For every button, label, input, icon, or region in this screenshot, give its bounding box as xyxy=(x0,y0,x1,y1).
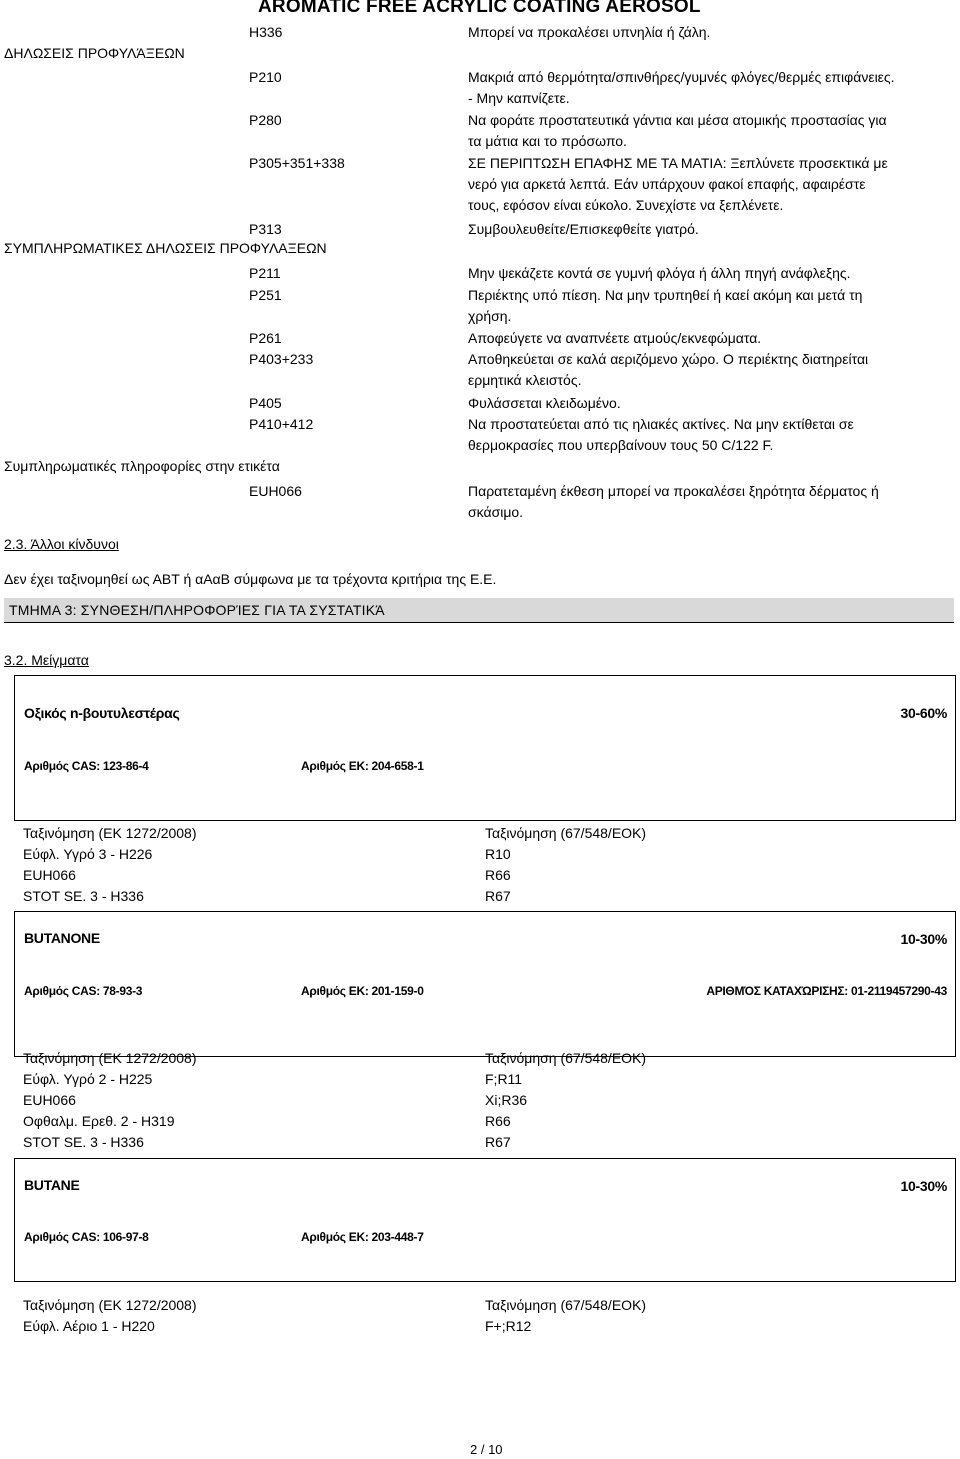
statement-code: EUH066 xyxy=(249,483,302,499)
substance-box xyxy=(14,675,956,821)
statement-text: Περιέκτης υπό πίεση. Να μην τρυπηθεί ή καεί ακόμη και μετά τη χρήση. xyxy=(468,287,863,324)
substance-box xyxy=(14,911,956,1057)
substance-box xyxy=(14,1158,956,1282)
statement-text: Συμβουλευθείτε/Επισκεφθείτε γιατρό. xyxy=(468,221,699,237)
statement-code: P313 xyxy=(249,221,282,237)
statement-code: P305+351+338 xyxy=(249,155,345,171)
document-title: AROMATIC FREE ACRYLIC COATING AEROSOL xyxy=(258,0,701,17)
precautionary-statements-heading: ΔΗΛΩΣΕΙΣ ΠΡΟΦΥΛΆΞΕΩΝ xyxy=(4,45,185,61)
label-info-heading: Συμπληρωματικές πληροφορίες στην ετικέτα xyxy=(4,458,280,474)
cas-number: Αριθμός CAS: 106-97-8 xyxy=(24,1230,149,1244)
dsd-classification: Ταξινόμηση (67/548/ΕΟΚ) R10 R66 R67 xyxy=(485,825,647,904)
statement-code: P210 xyxy=(249,69,282,85)
section3-title-bar xyxy=(4,598,954,623)
page-number: 2 / 10 xyxy=(470,1442,503,1457)
supplementary-precautionary-heading: ΣΥΜΠΛΗΡΩΜΑΤΙΚΕΣ ΔΗΛΩΣΕΙΣ ΠΡΟΦΥΛΑΞΕΩΝ xyxy=(4,240,327,256)
clp-classification: Ταξινόμηση (ΕΚ 1272/2008) Εύφλ. Υγρό 2 - H225 EUH066 Οφθαλμ. Ερεθ. 2 - H319 STOT SE. 3 - H336 xyxy=(23,1050,197,1150)
statement-text: ΣΕ ΠΕΡΙΠΤΩΣΗ ΕΠΑΦΗΣ ΜΕ ΤΑ ΜΑΤΙΑ: Ξεπλύνετε προσεκτικά με νερό για αρκετά λεπτά. Εάν υπάρχουν φακοί επαφής, αφαιρέστε τους, εφόσον είναι εύκολο. Συνεχίστε να ξεπλένετε. xyxy=(468,155,888,213)
statement-text: Να φοράτε προστατευτικά γάντια και μέσα ατομικής προστασίας για τα μάτια και το πρόσωπο. xyxy=(468,112,887,149)
statement-code: P403+233 xyxy=(249,351,314,367)
substance-percent: 10-30% xyxy=(900,931,947,947)
dsd-classification: Ταξινόμηση (67/548/ΕΟΚ) F+;R12 xyxy=(485,1297,647,1334)
substance-name: Οξικός n-βουτυλεστέρας xyxy=(24,705,180,721)
statement-text: Φυλάσσεται κλειδωμένο. xyxy=(468,395,621,411)
statement-text: Αποθηκεύεται σε καλά αεριζόμενο χώρο. Ο περιέκτης διατηρείται ερμητικά κλειστός. xyxy=(468,351,869,388)
mixtures-subtitle: 3.2. Μείγματα xyxy=(4,652,89,668)
clp-classification: Ταξινόμηση (ΕΚ 1272/2008) Εύφλ. Αέριο 1 - H220 xyxy=(23,1297,197,1334)
substance-percent: 10-30% xyxy=(900,1178,947,1194)
statement-text: Μπορεί να προκαλέσει υπνηλία ή ζάλη. xyxy=(468,24,711,40)
ec-number: Αριθμός ΕΚ: 204-658-1 xyxy=(301,759,424,773)
statement-text: Αποφεύγετε να αναπνέετε ατμούς/εκνεφώματα. xyxy=(468,330,762,346)
substance-name: BUTANONE xyxy=(24,930,100,946)
statement-code: P410+412 xyxy=(249,416,314,432)
other-hazards-heading: 2.3. Άλλοι κίνδυνοι xyxy=(4,536,119,552)
dsd-classification: Ταξινόμηση (67/548/ΕΟΚ) F;R11 Xi;R36 R66 R67 xyxy=(485,1050,647,1150)
pbt-note: Δεν έχει ταξινομηθεί ως ΑΒΤ ή αΑαΒ σύμφωνα με τα τρέχοντα κριτήρια της Ε.Ε. xyxy=(4,571,497,587)
statement-code: P251 xyxy=(249,287,282,303)
statement-code: P261 xyxy=(249,330,282,346)
ec-number: Αριθμός ΕΚ: 203-448-7 xyxy=(301,1230,424,1244)
statement-text: Να προστατεύεται από τις ηλιακές ακτίνες. Να μην εκτίθεται σε θερμοκρασίες που υπερβαίνουν τους 50 C/122 F. xyxy=(468,416,854,453)
statement-text: Παρατεταμένη έκθεση μπορεί να προκαλέσει ξηρότητα δέρματος ή σκάσιμο. xyxy=(468,483,879,520)
statement-code: P280 xyxy=(249,112,282,128)
ec-number: Αριθμός ΕΚ: 201-159-0 xyxy=(301,984,424,998)
substance-percent: 30-60% xyxy=(900,705,947,721)
statement-code: P405 xyxy=(249,395,282,411)
substance-name: BUTANE xyxy=(24,1177,80,1193)
section3-title: ΤΜΗΜΑ 3: ΣΥΝΘΕΣΗ/ΠΛΗΡΟΦΟΡΊΕΣ ΓΙΑ ΤΑ ΣΥΣΤΑΤΙΚΆ xyxy=(9,602,385,618)
statement-code: H336 xyxy=(249,24,283,40)
cas-number: Αριθμός CAS: 123-86-4 xyxy=(24,759,149,773)
statement-code: P211 xyxy=(249,265,281,281)
statement-text: Μην ψεκάζετε κοντά σε γυμνή φλόγα ή άλλη πηγή ανάφλεξης. xyxy=(468,265,851,281)
reach-registration-number: ΑΡΙΘΜΌΣ ΚΑΤΑΧΏΡΙΣΗΣ: 01-2119457290-43 xyxy=(706,984,947,998)
clp-classification: Ταξινόμηση (ΕΚ 1272/2008) Εύφλ. Υγρό 3 - H226 EUH066 STOT SE. 3 - H336 xyxy=(23,825,197,904)
statement-text: Μακριά από θερμότητα/σπινθήρες/γυμνές φλόγες/θερμές επιφάνειες. - Μην καπνίζετε. xyxy=(468,69,895,106)
cas-number: Αριθμός CAS: 78-93-3 xyxy=(24,984,143,998)
